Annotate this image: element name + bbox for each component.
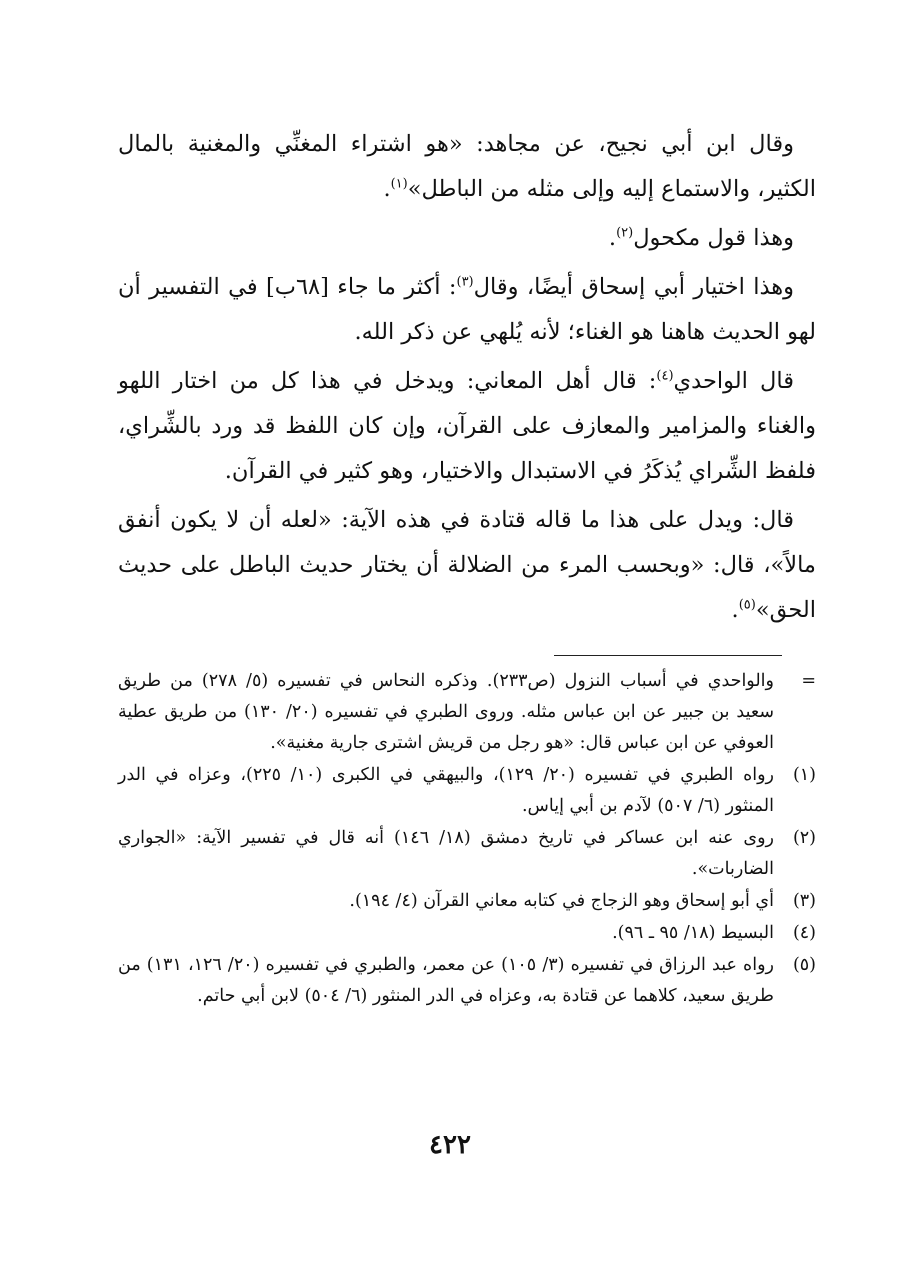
- footnote-marker: (٣): [792, 891, 816, 911]
- paragraph-1-text: وقال ابن أبي نجيح، عن مجاهد: «هو اشتراء المغنِّي والمغنية بالمال الكثير، والاستماع إليه وإلى مثله من الباطل»: [118, 131, 816, 202]
- footnote-ref-2: (٢): [616, 225, 634, 241]
- footnote-4: [118, 918, 816, 949]
- paragraph-4-continuation: : قال أهل المعاني: ويدخل في هذا كل من اختار اللهو والغناء والمزامير والمعازف على القرآن، وإن كان اللفظ قد ورد بالشِّراي، فلفظ الشِّراي يُذكَرُ في الاستبدال والاختيار، وهو كثير في القرآن.: [118, 368, 816, 484]
- footnote-continuation: [118, 666, 816, 759]
- footnote-text: أي أبو إسحاق وهو الزجاج في كتابه معاني القرآن (٤/ ١٩٤).: [349, 891, 774, 911]
- paragraph-3-text: وهذا اختيار أبي إسحاق أيضًا، وقال: [473, 274, 794, 300]
- paragraph-3-continuation: : أكثر ما جاء [٦٨ب] في التفسير أن لهو الحديث هاهنا هو الغناء؛ لأنه يُلهي عن ذكر الله.: [118, 274, 816, 345]
- footnote-1: [118, 760, 816, 822]
- footnote-text: والواحدي في أسباب النزول (ص٢٣٣). وذكره النحاس في تفسيره (٥/ ٢٧٨) من طريق سعيد بن جبير عن ابن عباس مثله. وروى الطبري في تفسيره (٢٠/ ١٣٠) من طريق عطية العوفي عن ابن عباس قال: «هو رجل من قريش اشترى جارية مغنية».: [118, 671, 774, 753]
- footnote-text: روى عنه ابن عساكر في تاريخ دمشق (١٨/ ١٤٦) أنه قال في تفسير الآية: «الجواري الضاربات».: [118, 828, 775, 879]
- footnote-text: البسيط (١٨/ ٩٥ ـ ٩٦).: [612, 923, 774, 943]
- footnote-marker: (٢): [792, 828, 816, 848]
- footnote-text: رواه الطبري في تفسيره (٢٠/ ١٢٩)، والبيهقي في الكبرى (١٠/ ٢٢٥)، وعزاه في الدر المنثور (٦/ ٥٠٧) لآدم بن أبي إياس.: [118, 765, 774, 816]
- footnote-text: رواه عبد الرزاق في تفسيره (٣/ ١٠٥) عن معمر، والطبري في تفسيره (٢٠/ ١٢٦، ١٣١) من طريق سعيد، كلاهما عن قتادة به، وعزاه في الدر المنثور (٦/ ٥٠٤) لابن أبي حاتم.: [118, 955, 774, 1006]
- footnotes-block: [118, 666, 816, 1013]
- page-number: ٤٢٢: [429, 1130, 471, 1160]
- footnote-ref-4: (٤): [656, 368, 674, 384]
- footnote-marker: =: [801, 671, 816, 691]
- footnote-marker: (٤): [792, 923, 816, 943]
- footnote-5: [118, 950, 816, 1012]
- paragraph-2: [118, 216, 816, 261]
- paragraph-4-text: قال الواحدي: [673, 368, 794, 394]
- paragraph-3: [118, 265, 816, 355]
- paragraph-5-end: .: [731, 597, 739, 623]
- footnote-ref-3: (٣): [456, 274, 474, 290]
- paragraph-2-end: .: [608, 225, 617, 251]
- footnote-ref-5: (٥): [738, 597, 756, 613]
- paragraph-5: [118, 498, 816, 633]
- footnote-3: [118, 886, 816, 917]
- footnote-2: [118, 823, 816, 885]
- footnote-ref-1: (١): [390, 176, 408, 192]
- paragraph-4: [118, 359, 816, 494]
- main-text-block: [118, 122, 816, 637]
- paragraph-1: [118, 122, 816, 212]
- paragraph-1-end: .: [383, 176, 391, 202]
- paragraph-5-text: قال: ويدل على هذا ما قاله قتادة في هذه الآية: «لعله أن لا يكون أنفق مالاً»، قال: «وبحسب المرء من الضلالة أن يختار حديث الباطل على حديث الحق»: [118, 507, 816, 623]
- footnote-divider: [554, 655, 782, 656]
- footnote-marker: (٥): [792, 955, 816, 975]
- footnote-marker: (١): [792, 765, 816, 785]
- paragraph-2-text: وهذا قول مكحول: [633, 225, 794, 251]
